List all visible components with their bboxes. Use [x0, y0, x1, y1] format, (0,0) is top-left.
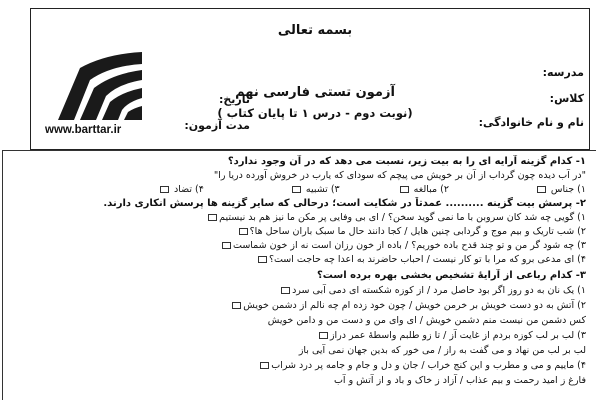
question-1-verse: "در آب دیده چون گرداب از آن بر خویش می پیچم که سودای که یارب در خروش آورده دریا را"	[213, 170, 586, 181]
question-2-option-4[interactable]: ۴) ای مدعی برو که مرا با تو کار نیست / احباب حاضرند به اعدا چه حاجت است؟	[11, 253, 586, 266]
checkbox-icon[interactable]	[400, 186, 409, 193]
question-3-option-1[interactable]: ۱) یک نان به دو روز اگر بود حاصل مرد / از کوزه شکسته ای دمی آبی سرد	[11, 284, 586, 297]
exam-subtitle: (نوبت دوم - درس ۱ تا پایان کتاب )	[217, 106, 413, 120]
question-2-option-1[interactable]: ۱) گویی چه شد کان سروبن با ما نمی گوید سخن؟ / ای بی وفایی پر مکن ما نیز هم بد نیستیم	[11, 211, 586, 224]
questions-area	[2, 150, 596, 400]
exam-title: آزمون تستی فارسی نهم	[235, 85, 395, 100]
question-2-prompt: ۲- پرسش بیت گزینه .......... عمدتاً در شکایت است؛ درحالی که سایر گزینه ها پرسش انکاری دارند.	[103, 198, 586, 209]
question-3-option-4b: فارغ ز امید رحمت و بیم عذاب / آزاد ز خاک و باد و از آتش و آب	[333, 375, 586, 386]
checkbox-icon[interactable]	[208, 214, 217, 221]
option-2[interactable]: ۲) مبالغه	[398, 183, 449, 196]
question-3-option-2b: کس دشمن من نیست منم دشمن خویش / ای وای من و دست من و دامن خویش	[267, 315, 586, 326]
date-label: تاریخ:	[218, 93, 250, 106]
class-label: کلاس:	[549, 92, 584, 105]
checkbox-icon[interactable]	[319, 332, 328, 339]
school-label: مدرسه:	[542, 66, 584, 79]
question-3-option-3b: لب بر لب من نهاد و می گفت به راز / می خور که بدین جهان نمی آیی باز	[298, 345, 586, 356]
question-3-prompt: ۳- کدام رباعی از آرایۀ تشخیص بخشی بهره برده است؟	[316, 270, 586, 281]
option-3[interactable]: ۳) تشبیه	[290, 183, 340, 196]
question-3-option-2[interactable]: ۲) آتش به دو دست خویش بر خرمن خویش / چون خود زده ام چه نالم از دشمن خویش	[11, 299, 586, 312]
checkbox-icon[interactable]	[260, 362, 269, 369]
logo-text: www.barttar.ir	[45, 124, 122, 136]
checkbox-icon[interactable]	[160, 186, 169, 193]
option-4[interactable]: ۴) تضاد	[158, 183, 204, 196]
checkbox-icon[interactable]	[222, 242, 231, 249]
page-title: بسمه تعالی	[277, 23, 353, 38]
question-1-options	[11, 183, 586, 196]
question-3-option-4[interactable]: ۴) ماییم و می و مطرب و این کنج خراب / جان و دل و جام و جامه پر درد شراب	[11, 359, 586, 372]
option-1[interactable]: ۱) جناس	[535, 183, 586, 196]
question-3-option-3[interactable]: ۳) لب بر لب کوزه بردم از غایت آز / تا زو طلبم واسطۀ عمر دراز	[11, 329, 586, 342]
checkbox-icon[interactable]	[232, 302, 241, 309]
question-2-option-3[interactable]: ۳) چه شود گر من و تو چند قدح باده خوریم؟ / باده از خون رزان است نه از خون شماست	[11, 239, 586, 252]
checkbox-icon[interactable]	[292, 186, 301, 193]
barttar-logo-icon	[50, 50, 150, 122]
checkbox-icon[interactable]	[537, 186, 546, 193]
checkbox-icon[interactable]	[258, 256, 267, 263]
question-2-option-2[interactable]: ۲) شب تاریک و بیم موج و گردابی چنین هایل / کجا دانند حال ما سبک باران ساحل ها؟	[11, 225, 586, 238]
checkbox-icon[interactable]	[281, 287, 290, 294]
name-label: نام و نام خانوادگی:	[478, 116, 584, 129]
checkbox-icon[interactable]	[239, 228, 248, 235]
duration-label: مدت آزمون:	[184, 119, 250, 132]
question-1-prompt: ۱- کدام گزینه آرایه ای را به بیت زیر، نسبت می دهد که در آن وجود ندارد؟	[227, 156, 586, 167]
